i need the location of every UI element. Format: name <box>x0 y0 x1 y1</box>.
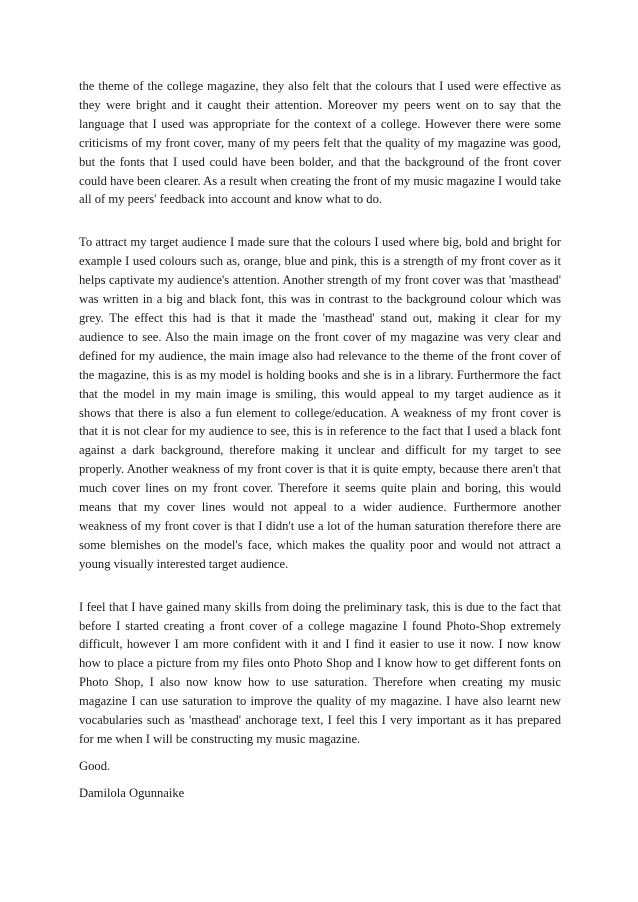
paragraph-spacer <box>79 749 561 757</box>
document-page <box>79 77 561 803</box>
author-name: Damilola Ogunnaike <box>79 785 185 800</box>
paragraph-spacer <box>79 209 561 233</box>
paragraph-strengths-weaknesses: To attract my target audience I made sure that the colours I used where big, bold and bright for example I used colours such as, orange, blue and pink, this is a strength of my front cover as it helps captivate my audience's attention. Another strength of my front cover was that 'masthead' was written in a big and black font, this was in contrast to the background colour which was grey. The effect this had is that it made the 'masthead' stand out, making it clear for my audience to see. Also the main image on the front cover of my magazine was very clear and defined for my audience, the main image also had relevance to the theme of the front cover of the magazine, this is as my model is holding books and she is in a library. Furthermore the fact that the model in my main image is smiling, this would appeal to my target audience as it shows that there is also a fun element to college/education. A weakness of my front cover is that it is not clear for my audience to see, this is in reference to the fact that I used a black font against a dark background, therefore making it unclear and difficult for my target to see properly. Another weakness of my front cover is that it is quite empty, because there aren't that much cover lines on my front cover. Therefore it seems quite plain and boring, this would means that my cover lines would not appeal to a wider audience. Furthermore another weakness of my front cover is that I didn't use a lot of the human saturation therefore there are some blemishes on the model's face, which makes the quality poor and would not attract a young visually interested target audience. <box>79 235 561 571</box>
paragraph-spacer <box>79 776 561 784</box>
paragraph-skills-gained: I feel that I have gained many skills from doing the preliminary task, this is due to the fact that before I started creating a front cover of a college magazine I found Photo-Shop extremely difficult, however I am more confident with it and I find it easier to use it now. I now know how to place a picture from my files onto Photo Shop and I know how to get different fonts on Photo Shop, I also now know how to use saturation. Therefore when creating my music magazine I can use saturation to improve the quality of my magazine. I have also learnt new vocabularies such as 'masthead' anchorage text, I feel this I very important as it has prepared for me when I will be constructing my music magazine. <box>79 599 561 746</box>
paragraph-spacer <box>79 574 561 598</box>
closing-remark: Good. <box>79 758 111 773</box>
paragraph-peer-feedback: the theme of the college magazine, they also felt that the colours that I used were effective as they were bright and it caught their attention. Moreover my peers went on to say that the language that I used was appropriate for the context of a college. However there were some criticisms of my front cover, many of my peers felt that the quality of my magazine was good, but the fonts that I used could have been bolder, and that the background of the front cover could have been clearer. As a result when creating the front of my music magazine I would take all of my peers' feedback into account and know what to do. <box>79 79 561 207</box>
